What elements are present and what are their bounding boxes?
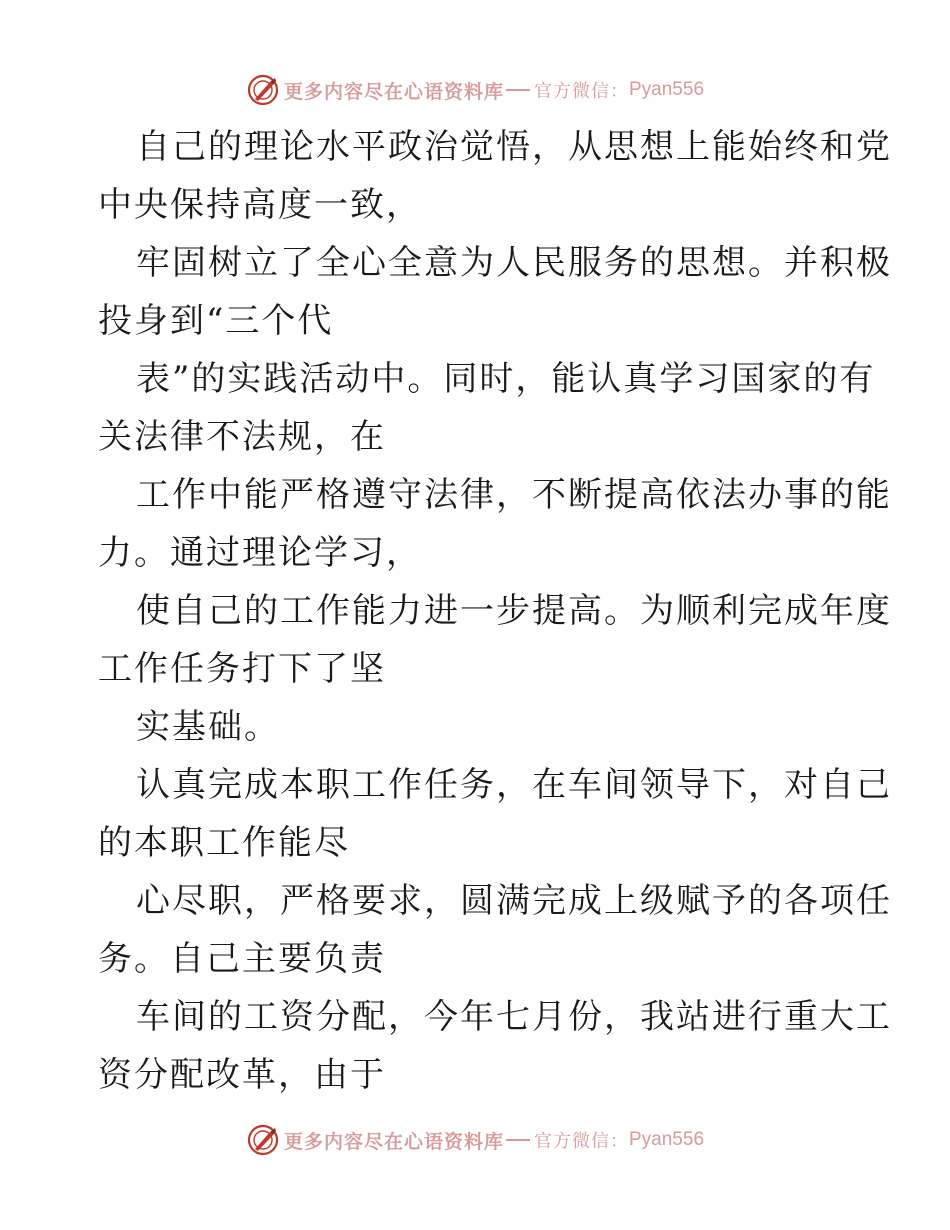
text-line: 关法律不法规，在: [98, 417, 386, 457]
footer-banner: [0, 1120, 950, 1160]
banner-wechat-id: Pyan556: [629, 1129, 705, 1150]
banner-title: 更多内容尽在心语资料库: [283, 80, 504, 103]
text-line: 表”的实践活动中。同时，能认真学习国家的有: [136, 359, 876, 399]
text-line: 自己的理论水平政治觉悟，从思想上能始终和党: [136, 127, 892, 167]
text-line: 使自己的工作能力进一步提高。为顺利完成年度: [136, 591, 892, 631]
text-line: 力。通过理论学习，: [98, 533, 422, 573]
pen-logo-icon: [246, 73, 280, 107]
text-line: 资分配改革，由于: [98, 1055, 386, 1095]
text-line: 中央保持高度一致，: [98, 185, 422, 225]
header-banner: [0, 70, 950, 110]
text-line: 工作中能严格遵守法律，不断提高依法办事的能: [136, 475, 892, 515]
text-line: 实基础。: [136, 707, 280, 747]
banner-divider: [506, 1139, 530, 1141]
text-line: 工作任务打下了坚: [98, 649, 386, 689]
text-line: 心尽职，严格要求，圆满完成上级赋予的各项任: [136, 881, 892, 921]
text-line: 务。自己主要负责: [98, 939, 386, 979]
document-body: [98, 118, 892, 1104]
text-line: 认真完成本职工作任务，在车间领导下，对自己: [136, 765, 892, 805]
banner-title: 更多内容尽在心语资料库: [283, 1130, 504, 1153]
pen-logo-icon: [246, 1123, 280, 1157]
banner-wechat-label: 官方微信：: [534, 81, 629, 102]
text-line: 的本职工作能尽: [98, 823, 350, 863]
text-line: 车间的工资分配，今年七月份，我站进行重大工: [136, 997, 892, 1037]
banner-wechat-label: 官方微信：: [534, 1131, 629, 1152]
banner-divider: [506, 89, 530, 91]
banner-wechat-id: Pyan556: [629, 79, 705, 100]
text-line: 牢固树立了全心全意为人民服务的思想。并积极: [136, 243, 892, 283]
text-line: 投身到“三个代: [98, 301, 334, 341]
